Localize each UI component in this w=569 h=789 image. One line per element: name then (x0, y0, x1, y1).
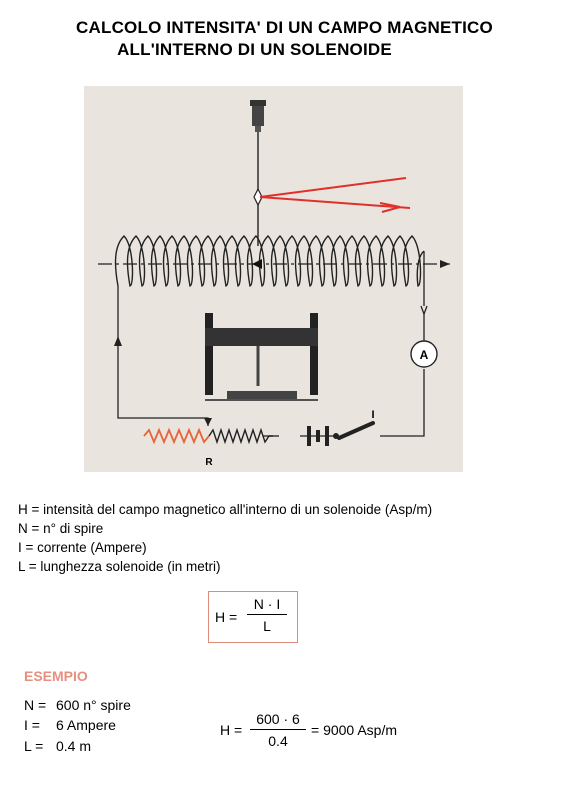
example-row-n (24, 697, 131, 713)
definition-h: H = intensità del campo magnetico all'interno di un solenoide (Asp/m) (18, 502, 433, 517)
example-value: 6 Ampere (56, 717, 116, 733)
formula-denominator: L (263, 618, 271, 634)
torsion-head (250, 100, 266, 132)
formula-numerator: N · I (253, 596, 281, 612)
result-numerator: 600 · 6 (256, 711, 300, 727)
example-label: L = (24, 738, 44, 754)
result-denominator: 0.4 (268, 733, 288, 749)
formula-lhs: H = (215, 609, 238, 625)
solenoid-coil (116, 236, 424, 286)
resistor-label: R (205, 457, 213, 468)
formula-fraction (247, 596, 287, 634)
support-frame (205, 313, 318, 400)
example-row-i (24, 717, 116, 733)
formula-box (208, 591, 298, 643)
battery (307, 426, 329, 446)
example-value: 600 n° spire (56, 697, 131, 713)
page-title-line2: ALL'INTERNO DI UN SOLENOIDE (117, 40, 392, 59)
reflected-ray (260, 197, 410, 208)
example-row-l (24, 738, 91, 754)
example-label: N = (24, 697, 47, 713)
example-value: 0.4 m (56, 738, 92, 754)
page-title-line1: CALCOLO INTENSITA' DI UN CAMPO MAGNETICO (76, 18, 493, 37)
example-heading: ESEMPIO (24, 668, 88, 684)
definition-i: I = corrente (Ampere) (18, 540, 147, 555)
definitions-list (18, 500, 432, 576)
result-rhs: = 9000 Asp/m (311, 722, 398, 738)
solenoid-experiment-figure (84, 86, 463, 472)
incident-ray (260, 178, 406, 197)
switch-label: I (371, 409, 375, 421)
ammeter-label: A (419, 348, 429, 362)
magnetic-needle (252, 259, 262, 269)
example-label: I = (24, 717, 40, 733)
result-fraction (250, 711, 306, 749)
solenoid-diagram (84, 86, 463, 472)
definition-l: L = lunghezza solenoide (in metri) (18, 559, 221, 574)
heating-coil (144, 430, 209, 442)
variable-resistor (209, 430, 273, 442)
definition-n: N = n° di spire (18, 521, 104, 536)
result-lhs: H = (220, 722, 243, 738)
switch (339, 423, 373, 438)
